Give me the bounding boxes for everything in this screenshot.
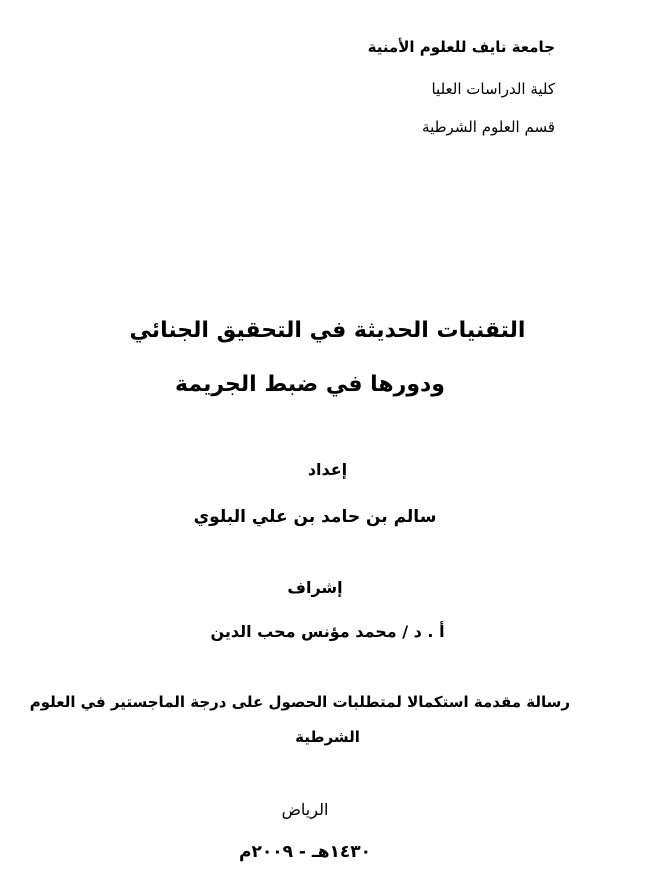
city-name: الرياض [281,800,329,819]
department-name: قسم العلوم الشرطية [422,118,555,136]
prepared-by-label: إعداد [307,460,348,479]
thesis-statement-line-1: رسالة مقدمة استكمالا لمتطلبات الحصول على درجة الماجستير في العلوم [29,693,570,711]
supervisor-name: أ . د / محمد مؤنس محب الدين [210,622,445,641]
author-name: سالم بن حامد بن علي البلوي [193,507,437,527]
university-name: جامعة نايف للعلوم الأمنية [367,38,555,56]
thesis-title-line-1: التقنيات الحديثة في التحقيق الجنائي [129,318,526,343]
thesis-statement-line-2: الشرطية [295,728,360,746]
publication-date: ١٤٣٠هـ - ٢٠٠٩م [239,842,371,862]
thesis-title-line-2: ودورها في ضبط الجريمة [175,372,445,397]
supervision-label: إشراف [287,578,343,597]
college-name: كلية الدراسات العليا [431,80,555,98]
